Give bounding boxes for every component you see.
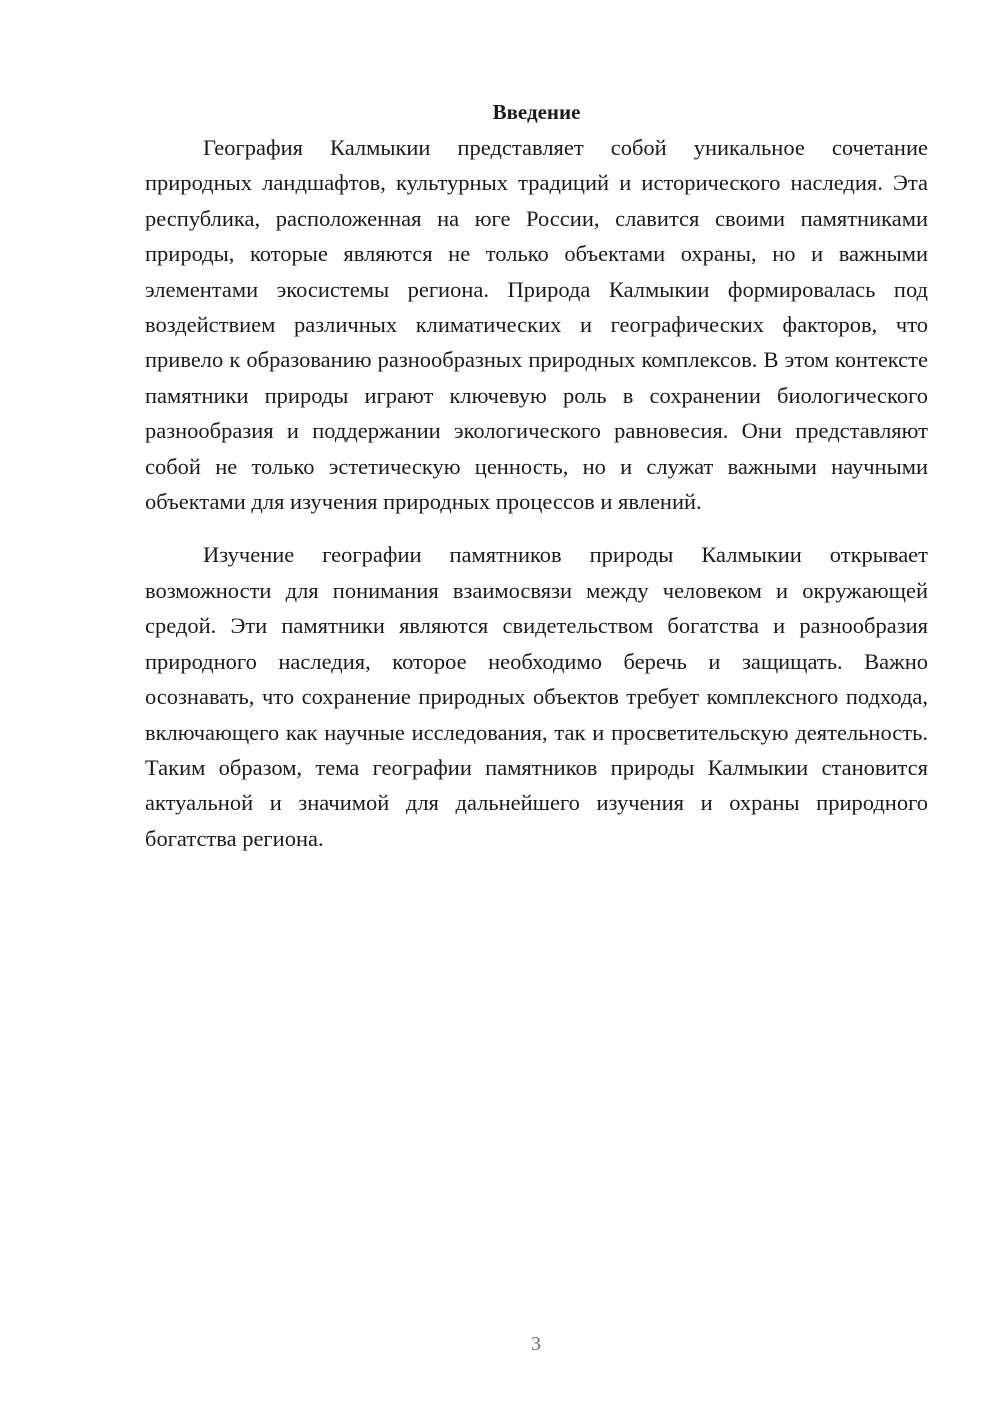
page-number: 3 [531,1333,541,1355]
page-content [145,94,928,856]
paragraph-2: Изучение географии памятников природы Калмыкии открывает возможности для понимания взаимосвязи между человеком и окружающей средой. Эти памятники являются свидетельством богатства и разнообразия природного наследия, которое необходимо беречь и защищать. Важно осознавать, что сохранение природных объектов требует комплексного подхода, включающего как научные исследования, так и просветительскую деятельность. Таким образом, тема географии памятников природы Калмыкии становится актуальной и значимой для дальнейшего изучения и охраны природного богатства региона. [145,542,928,851]
section-heading: Введение [492,100,581,124]
paragraph-1: География Калмыкии представляет собой уникальное сочетание природных ландшафтов, культурных традиций и исторического наследия. Эта республика, расположенная на юге России, славится своими памятниками природы, которые являются не только объектами охраны, но и важными элементами экосистемы региона. Природа Калмыкии формировалась под воздействием различных климатических и географических факторов, что привело к образованию разнообразных природных комплексов. В этом контексте памятники природы играют ключевую роль в сохранении биологического разнообразия и поддержании экологического равновесия. Они представляют собой не только эстетическую ценность, но и служат важными научными объектами для изучения природных процессов и явлений. [145,135,928,515]
